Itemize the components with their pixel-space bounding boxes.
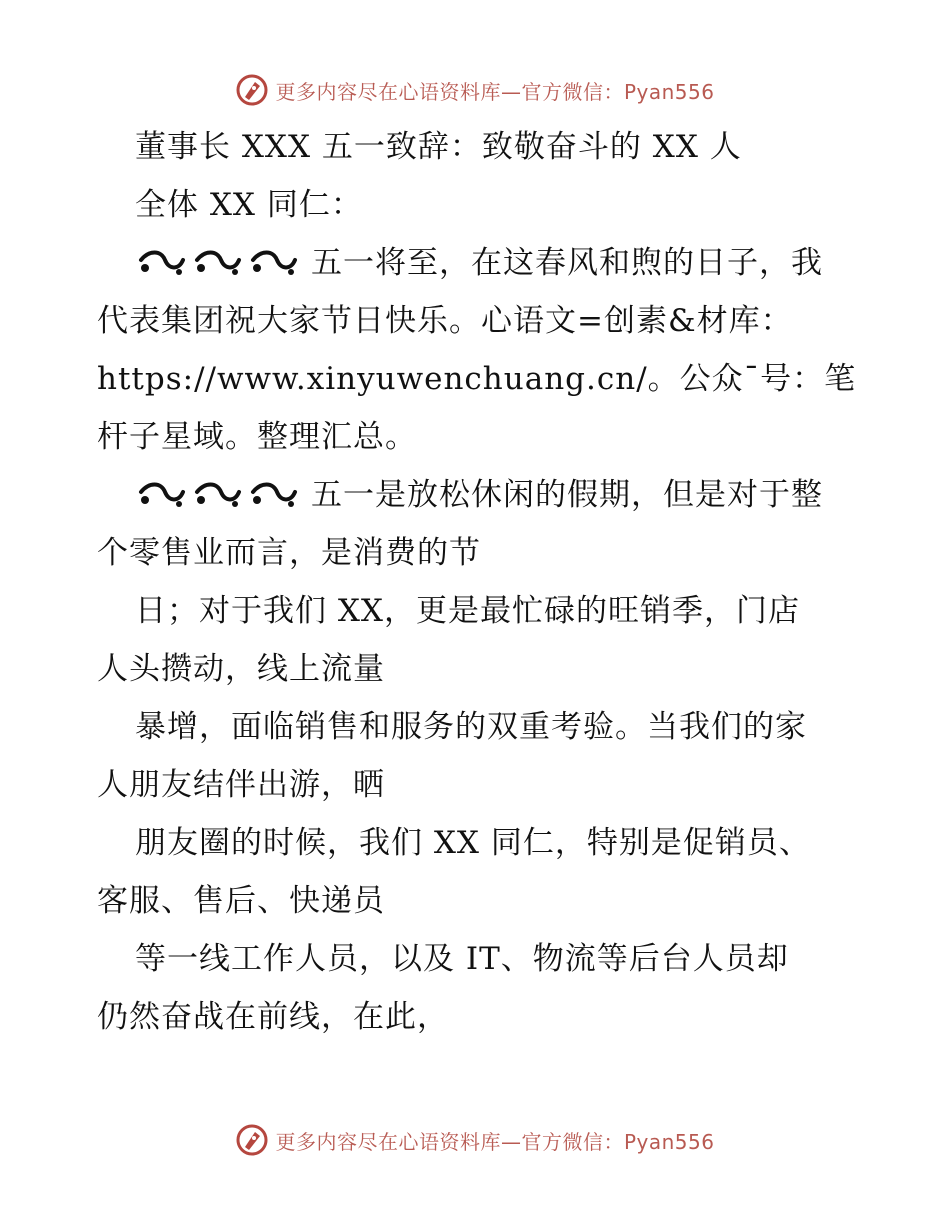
paragraph-line: 仍然奋战在前线，在此，	[97, 999, 449, 1035]
document-title: 董事长 XXX 五一致辞：致敬奋斗的 XX 人	[135, 129, 742, 165]
paragraph-line: 客服、售后、快递员	[97, 883, 385, 919]
paragraph-line: 人朋友结伴出游，晒	[97, 767, 385, 803]
pen-nib-circle-icon	[235, 73, 269, 107]
paragraph-line: 人头攒动，线上流量	[97, 651, 385, 687]
header-banner	[0, 70, 950, 110]
salutation: 全体 XX 同仁：	[135, 187, 363, 223]
footer-banner	[0, 1120, 950, 1160]
paragraph-line	[97, 234, 867, 292]
paragraph-text: 五一是放松休闲的假期，但是对于整	[311, 477, 823, 513]
scroll-flourish-icon	[135, 242, 305, 282]
banner-text: 更多内容尽在心语资料库—官方微信：Pyan556	[275, 79, 715, 104]
paragraph-line: https://www.xinyuwenchuang.cn/。公众¯号：笔	[97, 361, 857, 397]
paragraph-line: 杆子星域。整理汇总。	[97, 419, 417, 455]
paragraph-line: 朋友圈的时候，我们 XX 同仁，特别是促销员、	[135, 825, 811, 861]
paragraph-line	[97, 466, 867, 524]
scroll-flourish-icon	[135, 474, 305, 514]
paragraph-line: 等一线工作人员，以及 IT、物流等后台人员却	[135, 941, 789, 977]
banner-text: 更多内容尽在心语资料库—官方微信：Pyan556	[275, 1129, 715, 1154]
paragraph-text: 五一将至，在这春风和煦的日子，我	[311, 245, 823, 281]
paragraph-line: 代表集团祝大家节日快乐。心语文=创素&材库：	[97, 303, 793, 339]
paragraph-line: 个零售业而言，是消费的节	[97, 535, 481, 571]
paragraph-line: 日；对于我们 XX，更是最忙碌的旺销季，门店	[135, 593, 800, 629]
pen-nib-circle-icon	[235, 1123, 269, 1157]
document-body	[97, 118, 867, 1046]
paragraph-line: 暴增，面临销售和服务的双重考验。当我们的家	[135, 709, 807, 745]
